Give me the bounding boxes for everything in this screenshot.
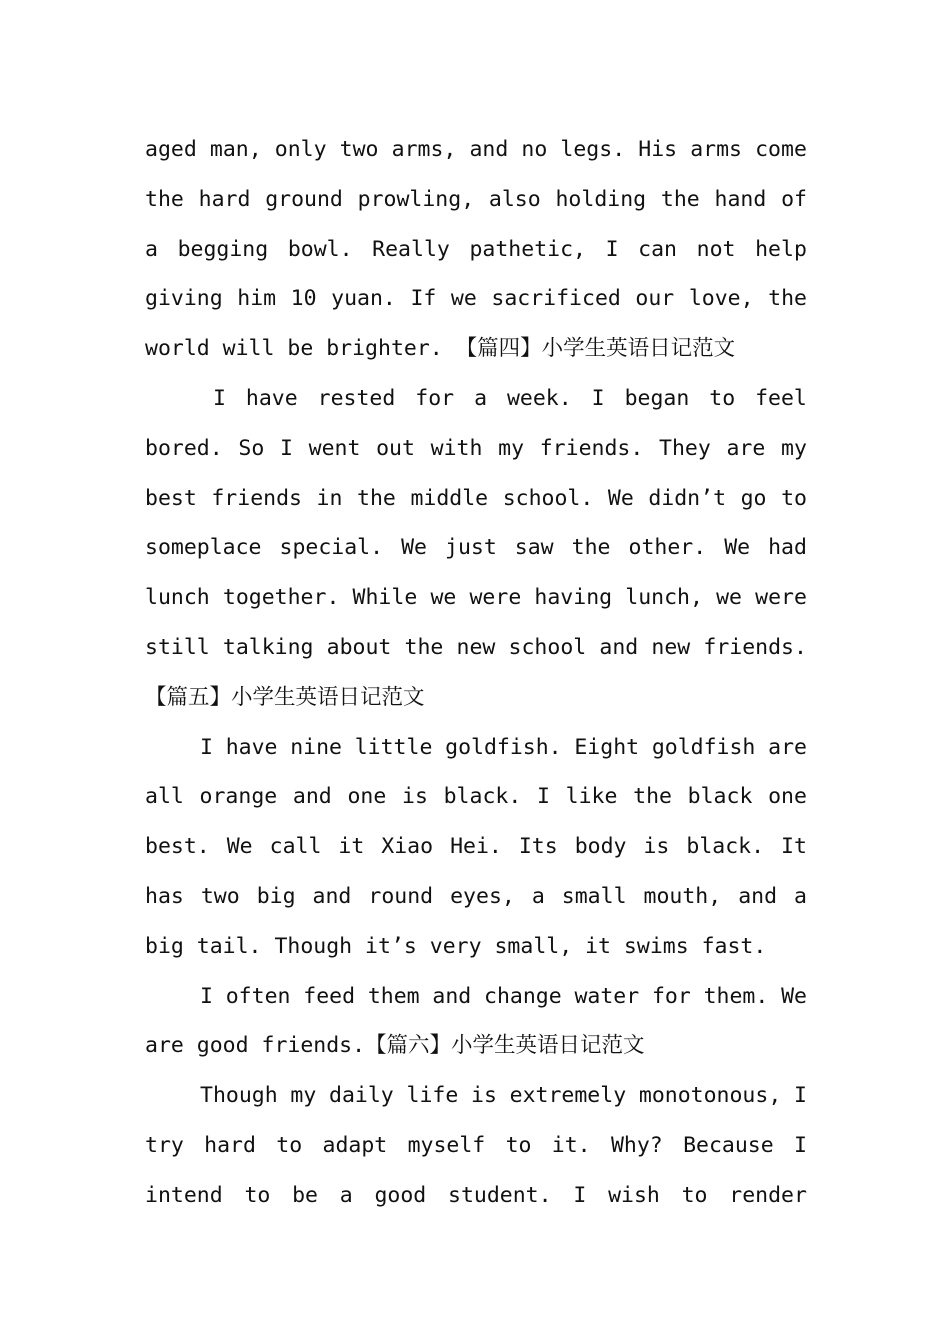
text-line — [145, 225, 807, 275]
text-line — [145, 573, 807, 623]
word: prowling, — [357, 186, 475, 212]
word: school — [508, 634, 587, 660]
word: have — [245, 385, 298, 411]
word: We — [724, 535, 751, 561]
word: So — [238, 435, 265, 461]
text-line — [145, 1071, 807, 1121]
line-text: world will be brighter. 【篇四】小学生英语日记范文 — [145, 336, 736, 362]
word: are — [768, 734, 807, 760]
word: legs. — [560, 137, 626, 162]
word: I — [200, 734, 213, 760]
word: them — [367, 983, 420, 1009]
word: them. — [703, 983, 769, 1009]
word: no — [521, 137, 548, 162]
word: If — [410, 286, 437, 312]
word: for — [415, 385, 455, 411]
word: we — [716, 585, 742, 611]
word: We — [401, 535, 427, 561]
word: lunch — [145, 585, 210, 611]
word: someplace — [145, 535, 262, 561]
word: only — [274, 137, 327, 162]
word: the — [357, 485, 396, 511]
word: lunch, — [625, 585, 703, 611]
word: is — [471, 1083, 497, 1109]
word: the — [768, 286, 807, 312]
word: to — [244, 1182, 271, 1208]
word: arms — [690, 137, 742, 162]
text-line — [145, 175, 807, 225]
word: we — [430, 585, 457, 611]
word: friends. — [703, 634, 807, 660]
word: be — [292, 1182, 318, 1208]
word: little — [354, 734, 433, 760]
line-text: big tail. Though it’s very small, it swims fast. — [145, 933, 767, 959]
word: best — [145, 485, 197, 511]
word: about — [326, 634, 392, 660]
word: 10 — [290, 286, 317, 312]
word: yuan. — [331, 286, 396, 312]
word: new — [456, 634, 496, 660]
word: black — [687, 784, 753, 810]
word: monotonous, — [638, 1083, 782, 1109]
word: I — [591, 385, 605, 411]
word: They — [659, 435, 711, 461]
word: one — [347, 784, 387, 810]
word: my — [781, 435, 807, 461]
word: good — [374, 1182, 427, 1208]
word: wish — [608, 1182, 660, 1208]
word: we — [450, 286, 477, 312]
text-line — [145, 424, 807, 474]
text-line — [145, 1021, 807, 1071]
word: saw — [514, 535, 554, 561]
document-body — [145, 125, 807, 1221]
word: arms, — [391, 137, 457, 162]
word: to — [505, 1132, 532, 1158]
word: having — [534, 585, 613, 611]
word: other. — [628, 535, 707, 561]
word: to — [681, 1182, 708, 1208]
word: and — [469, 137, 509, 162]
text-line — [145, 374, 807, 424]
text-line — [145, 1171, 807, 1221]
word: It — [781, 834, 807, 860]
word: Hei. — [450, 834, 502, 860]
word: While — [352, 585, 418, 611]
word: orange — [199, 784, 278, 810]
word: Its — [518, 834, 558, 860]
word: Really — [372, 236, 450, 262]
word: friends — [211, 485, 302, 511]
word: I — [213, 385, 226, 411]
word: two — [200, 883, 240, 909]
text-line — [145, 523, 807, 573]
word: the — [633, 784, 672, 810]
word: holding — [555, 186, 647, 212]
word: Eight — [574, 734, 640, 760]
word: didn’t — [648, 485, 727, 511]
word: black. — [443, 784, 522, 810]
text-line — [145, 125, 807, 175]
word: I — [794, 1083, 807, 1109]
word: bored. — [145, 435, 223, 461]
word: is — [402, 784, 428, 810]
word: try — [145, 1132, 184, 1158]
text-line — [145, 274, 807, 324]
word: best. — [145, 834, 210, 860]
word: a — [339, 1182, 353, 1208]
text-line — [145, 474, 807, 524]
word: were — [469, 585, 522, 611]
word: goldfish. — [445, 734, 562, 760]
word: my — [290, 1083, 317, 1109]
word: hard — [198, 186, 251, 212]
word: bowl. — [287, 236, 353, 262]
word: together. — [222, 585, 340, 611]
word: one — [768, 784, 807, 810]
text-line — [145, 822, 807, 872]
word: middle — [410, 485, 489, 511]
word: a — [145, 236, 158, 262]
word: body — [574, 834, 627, 860]
word: hand — [714, 186, 767, 212]
word: it. — [551, 1132, 591, 1158]
word: extremely — [509, 1083, 627, 1109]
word: We — [781, 983, 807, 1009]
word: the — [660, 186, 700, 212]
word: has — [145, 883, 184, 909]
word: come — [755, 137, 807, 162]
word: for — [651, 983, 691, 1009]
word: often — [225, 983, 291, 1009]
word: help — [755, 236, 807, 262]
word: Though — [200, 1083, 278, 1109]
word: hard — [204, 1132, 256, 1158]
word: I — [279, 435, 293, 461]
word: call — [269, 834, 322, 860]
word: not — [696, 236, 736, 262]
word: began — [624, 385, 690, 411]
text-line — [145, 922, 807, 972]
text-line — [145, 772, 807, 822]
word: pathetic, — [469, 236, 586, 262]
word: Xiao — [381, 834, 434, 860]
text-line — [145, 872, 807, 922]
word: feel — [755, 385, 807, 411]
word: to — [276, 1132, 303, 1158]
word: feed — [303, 983, 356, 1009]
word: to — [781, 485, 807, 511]
word: is — [643, 834, 670, 860]
word: to — [709, 385, 736, 411]
word: life — [406, 1083, 459, 1109]
word: out — [376, 435, 415, 461]
word: We — [607, 485, 634, 511]
word: the — [404, 634, 444, 660]
word: and — [292, 784, 332, 810]
word: two — [339, 137, 379, 162]
word: and — [432, 983, 472, 1009]
word: adapt — [322, 1132, 388, 1158]
word: Why? — [610, 1132, 663, 1158]
word: I — [794, 1132, 807, 1158]
word: water — [574, 983, 640, 1009]
word: student. — [448, 1182, 552, 1208]
word: new — [651, 634, 691, 660]
word: a — [474, 385, 488, 411]
word: Because — [683, 1132, 774, 1158]
word: goldfish — [651, 734, 756, 760]
text-line — [145, 623, 807, 673]
word: a — [794, 883, 807, 909]
word: week. — [506, 385, 572, 411]
word: myself — [407, 1132, 486, 1158]
word: him — [237, 286, 277, 312]
word: a — [531, 883, 545, 909]
word: just — [445, 535, 497, 561]
word: daily — [329, 1083, 394, 1109]
word: school. — [502, 485, 594, 511]
word: our — [635, 286, 675, 312]
word: I — [573, 1182, 587, 1208]
word: in — [316, 485, 343, 511]
word: man, — [209, 137, 262, 162]
word: begging — [177, 236, 269, 262]
line-text: 【篇五】小学生英语日记范文 — [145, 684, 425, 710]
word: the — [145, 186, 184, 212]
word: and — [738, 883, 778, 909]
word: black. — [686, 834, 765, 860]
word: are — [726, 435, 766, 461]
word: change — [484, 983, 562, 1009]
word: round — [368, 883, 434, 909]
word: like — [565, 784, 618, 810]
word: my — [498, 435, 525, 461]
word: and — [599, 634, 639, 660]
word: aged — [145, 137, 197, 162]
word: render — [729, 1182, 807, 1208]
word: went — [308, 435, 361, 461]
word: big — [256, 883, 296, 909]
word: I — [200, 983, 213, 1009]
word: go — [740, 485, 767, 511]
word: and — [312, 883, 352, 909]
text-line — [145, 723, 807, 773]
text-line — [145, 673, 807, 723]
word: We — [226, 834, 253, 860]
word: friends. — [539, 435, 644, 461]
word: still — [145, 634, 210, 660]
word: had — [768, 535, 807, 561]
word: giving — [145, 286, 223, 312]
word: love, — [688, 286, 754, 312]
word: the — [571, 535, 611, 561]
word: nine — [290, 734, 342, 760]
text-line — [145, 1121, 807, 1171]
word: with — [430, 435, 483, 461]
word: all — [145, 784, 184, 810]
word: of — [781, 186, 807, 212]
line-text: are good friends.【篇六】小学生英语日记范文 — [145, 1033, 645, 1059]
word: have — [225, 734, 278, 760]
word: special. — [279, 535, 384, 561]
word: can — [638, 236, 678, 262]
word: talking — [222, 634, 314, 660]
text-line — [145, 324, 807, 374]
word: sacrificed — [491, 286, 621, 312]
word: intend — [145, 1182, 223, 1208]
word: were — [755, 585, 807, 611]
word: small — [561, 883, 627, 909]
word: I — [605, 236, 619, 262]
word: I — [536, 784, 550, 810]
word: it — [338, 834, 365, 860]
word: rested — [317, 385, 396, 411]
word: ground — [265, 186, 343, 212]
word: mouth, — [643, 883, 722, 909]
text-line — [145, 972, 807, 1022]
word: also — [488, 186, 541, 212]
word: eyes, — [450, 883, 515, 909]
word: His — [638, 137, 678, 162]
